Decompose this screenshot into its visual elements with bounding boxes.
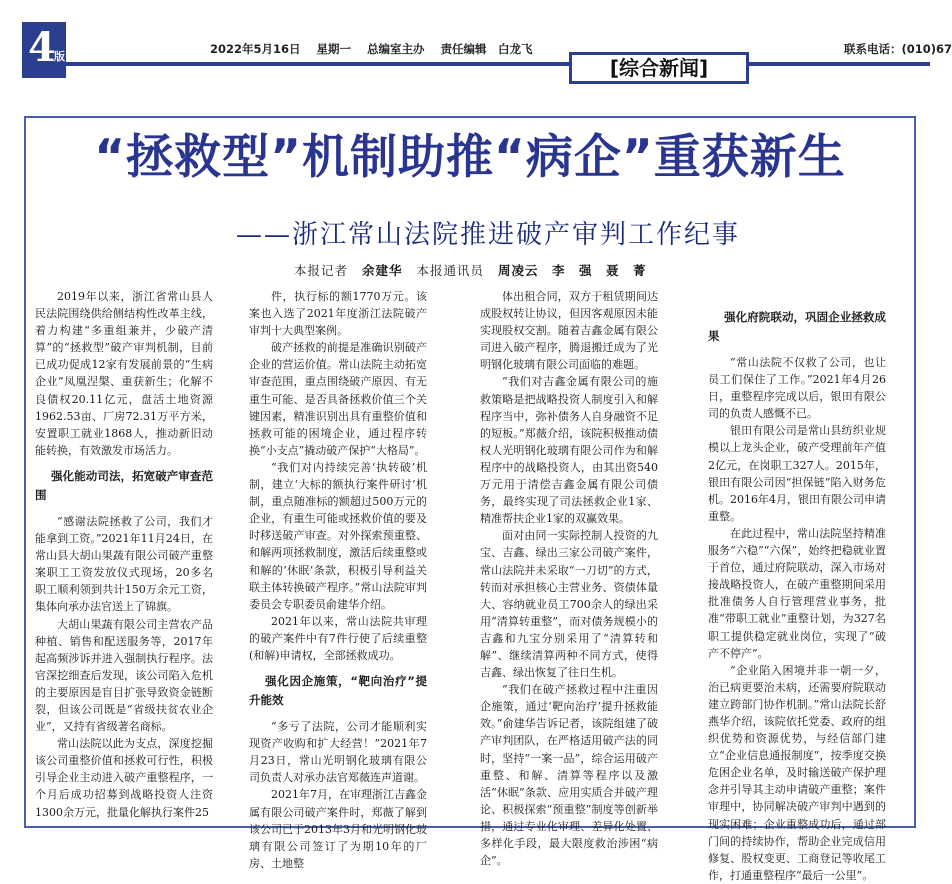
article-paragraph: “感谢法院拯救了公司，我们才能拿到工资。”2021年11月24日，在常山县大胡山果蔬有限公司破产重整案职工工资发放仪式现场，20多名职工顺利领到共计150万余元工资，集体向承办法官送上了锦旗。 [35,514,213,614]
article-paragraph: 常山法院以此为支点，深度挖掘该公司重整价值和拯救可行性，积极引导企业主动进入破产重整程序，一个月后成功招募到战略投资人注资1300余万元，批量化解执行案件25 [35,737,213,819]
article-paragraph: 大胡山果蔬有限公司主营农产品种植、销售和配送服务等，2017年起高频涉诉并进入强制执行程序。法官深挖细查后发现，该公司陷入危机的主要原因是盲目扩张导致资金链断裂，但该公司既是“省级扶贫农业企业”，又持有省级著名商标。 [35,617,213,734]
article-paragraph: “常山法院不仅救了公司，也让员工们保住了工作。”2021年4月26日，重整程序完成以后，银田有限公司的负责人感慨不已。 [708,356,886,421]
subtitle: ——浙江常山法院推进破产审判工作纪事 [236,220,741,250]
article-column-2 [249,288,427,872]
article-paragraph: 在此过程中，常山法院坚持精准服务“六稳”“六保”，始终把稳就业置于首位，通过府院联动，深入市场对接战略投资人，在破产重整期间采用批准债务人自行管理营业事务，批准“带职工就业”重整计划，为327名职工提供稳定就业岗位，实现了“破产不停产”。 [708,526,886,660]
section-subheading: 强化府院联动，巩固企业拯救成果 [708,310,886,343]
byline [294,261,657,279]
article-paragraph: 2021年7月，在审理浙江吉鑫金属有限公司破产案件时，郑薇了解到该公司已于2013年3月和光明钢化玻璃有限公司签订了为期10年的厂房、土地整 [249,788,427,870]
responsible-editor: 责任编辑 白龙飞 [440,42,533,56]
article-paragraph: 体出租合同，双方于租赁期间达成股权转让协议，但因客观原因未能实现股权交割。随着吉鑫金属有限公司进入破产程序，腾退搬迁成为了光明钢化玻璃有限公司面临的难题。 [480,290,658,372]
article-paragraph: “我们对吉鑫金属有限公司的施救策略是把战略投资人制度引入和解程序当中，弥补债务人自身融资不足的短板。”郑薇介绍，该院积极推动债权人光明钢化玻璃有限公司作为和解程序中的战略投资人，由其出资540万元用于清偿吉鑫金属有限公司债务，最终实现了司法拯救企业1家、精准帮扶企业1家的双赢效果。 [480,375,658,526]
section-subheading: 强化因企施策，“靶向治疗”提升能效 [249,674,427,708]
issue-meta [210,41,545,57]
article-column-3 [480,288,658,869]
reporter-role: 本报记者 [294,263,349,278]
contact-phone: 联系电话：(010)67 [844,42,952,56]
issue-date: 2022年5月16日 [210,42,301,56]
article-paragraph: 面对由同一实际控制人投资的九宝、吉鑫、绿出三家公司破产案件，常山法院并未采取“一刀切”的方式，转而对承担核心主营业务、资债体量大、容纳就业员工700余人的绿出采用“清算转重整”，而对债务规模小的吉鑫和九宝分别采用了“清算转和解”、继续清算两种不同方式，使得吉鑫、绿出恢复了往日生机。 [480,529,658,680]
article-paragraph: 银田有限公司是常山县纺织业规模以上龙头企业，破产受理前年产值2亿元，在岗职工327人。2015年，银田有限公司因“担保链”陷入财务危机。2016年4月，银田有限公司申请重整。 [708,424,886,523]
page-suffix: 版 [54,50,65,63]
article-paragraph: 破产拯救的前提是准确识别破产企业的营运价值。常山法院主动拓宽审查范围，重点围绕破产原因、有无重生可能、是否具备拯救价值三个关键因素，精准识别出具有重整价值和拯救可能的困境企业，通过程序转换“小支点”撬动破产保护“大格局”。 [249,341,427,457]
article-paragraph: 2019年以来，浙江省常山县人民法院围绕供给侧结构性改革主线，着力构建“多重组兼并，少破产清算”的“拯救型”破产审判机制，目前已成功促成12家有发展前景的“生病企业”凤凰涅槃、重获新生；化解不良债权20.11亿元，盘活土地资源1962.53亩、厂房72.31万平方米，安置职工就业1868人，推动新旧动能转换，有效激发市场活力。 [35,290,213,457]
page-number: 4 [28,24,56,71]
article-column-4 [708,300,886,884]
section-subheading: 强化能动司法，拓宽破产审查范围 [35,468,213,502]
page-badge [22,22,66,78]
article-paragraph: “多亏了法院，公司才能顺利实现资产收购和扩大经营！”2021年7月23日，常山光明钢化玻璃有限公司负责人对承办法官郑薇连声道谢。 [249,720,427,785]
article-paragraph: “我们对内持续完善‘执转破’机制，建立‘大标的额执行案件研讨’机制，重点随准标的额超过500万元的企业，有重生可能或拯救价值的要及时移送破产审查。对外探索预重整、和解两项拯救制度，激活后续重整或和解的‘休眠’条款，积极引导利益关联主体转换破产程序。”常山法院审判委员会专职委员俞建华介绍。 [249,460,427,611]
correspondent-names: 周凌云 李 强 聂 菁 [498,263,647,278]
reporter-name: 余建华 [362,263,403,278]
section-title: [综合新闻] [569,52,749,84]
article-paragraph: 件，执行标的额1770万元。该案也入选了2021年度浙江法院破产审判十大典型案例。 [249,290,427,338]
article-column-1 [35,288,213,821]
issue-weekday: 星期一 [316,42,352,56]
article-paragraph: 2021年以来，常山法院共审理的破产案件中有7件行使了后续重整(和解)申请权，全部拯救成功。 [249,614,427,662]
article-paragraph: “我们在破产拯救过程中注重因企施策，通过‘靶向治疗’提升拯救能效。”俞建华告诉记者，该院组建了破产审判团队，在严格适用破产法的同时，坚持“一案一品”，综合运用破产重整、和解、清算等程序以及激活“休眠”条款、应用实质合并破产理论、积极探索“预重整”制度等创新举措，通过专业化审理、差异化处置、多样化手段，最大限度救治涉困“病企”。 [480,683,658,868]
masthead-rule [22,62,930,66]
headline: “拯救型”机制助推“病企”重获新生 [94,130,846,185]
correspondent-role: 本报通讯员 [416,263,485,278]
chief-editor: 总编室主办 [367,42,425,56]
article-paragraph: “企业陷入困境并非一朝一夕，治已病更要治未病，还需要府院联动建立跨部门协作机制。”常山法院长舒燕华介绍，该院依托党委、政府的组织优势和资源优势，与经信部门建立“企业信息通报制度”，按季度交换危困企业名单，及时输送破产保护理念并引导其主动申请破产重整；案件审理中，协同解决破产审判中遇到的现实困难；企业重整成功后，通过部门间的持续协作，帮助企业完成信用修复、股权变更、工商登记等收尾工作，打通重整程序“最后一公里”。 [708,663,886,882]
